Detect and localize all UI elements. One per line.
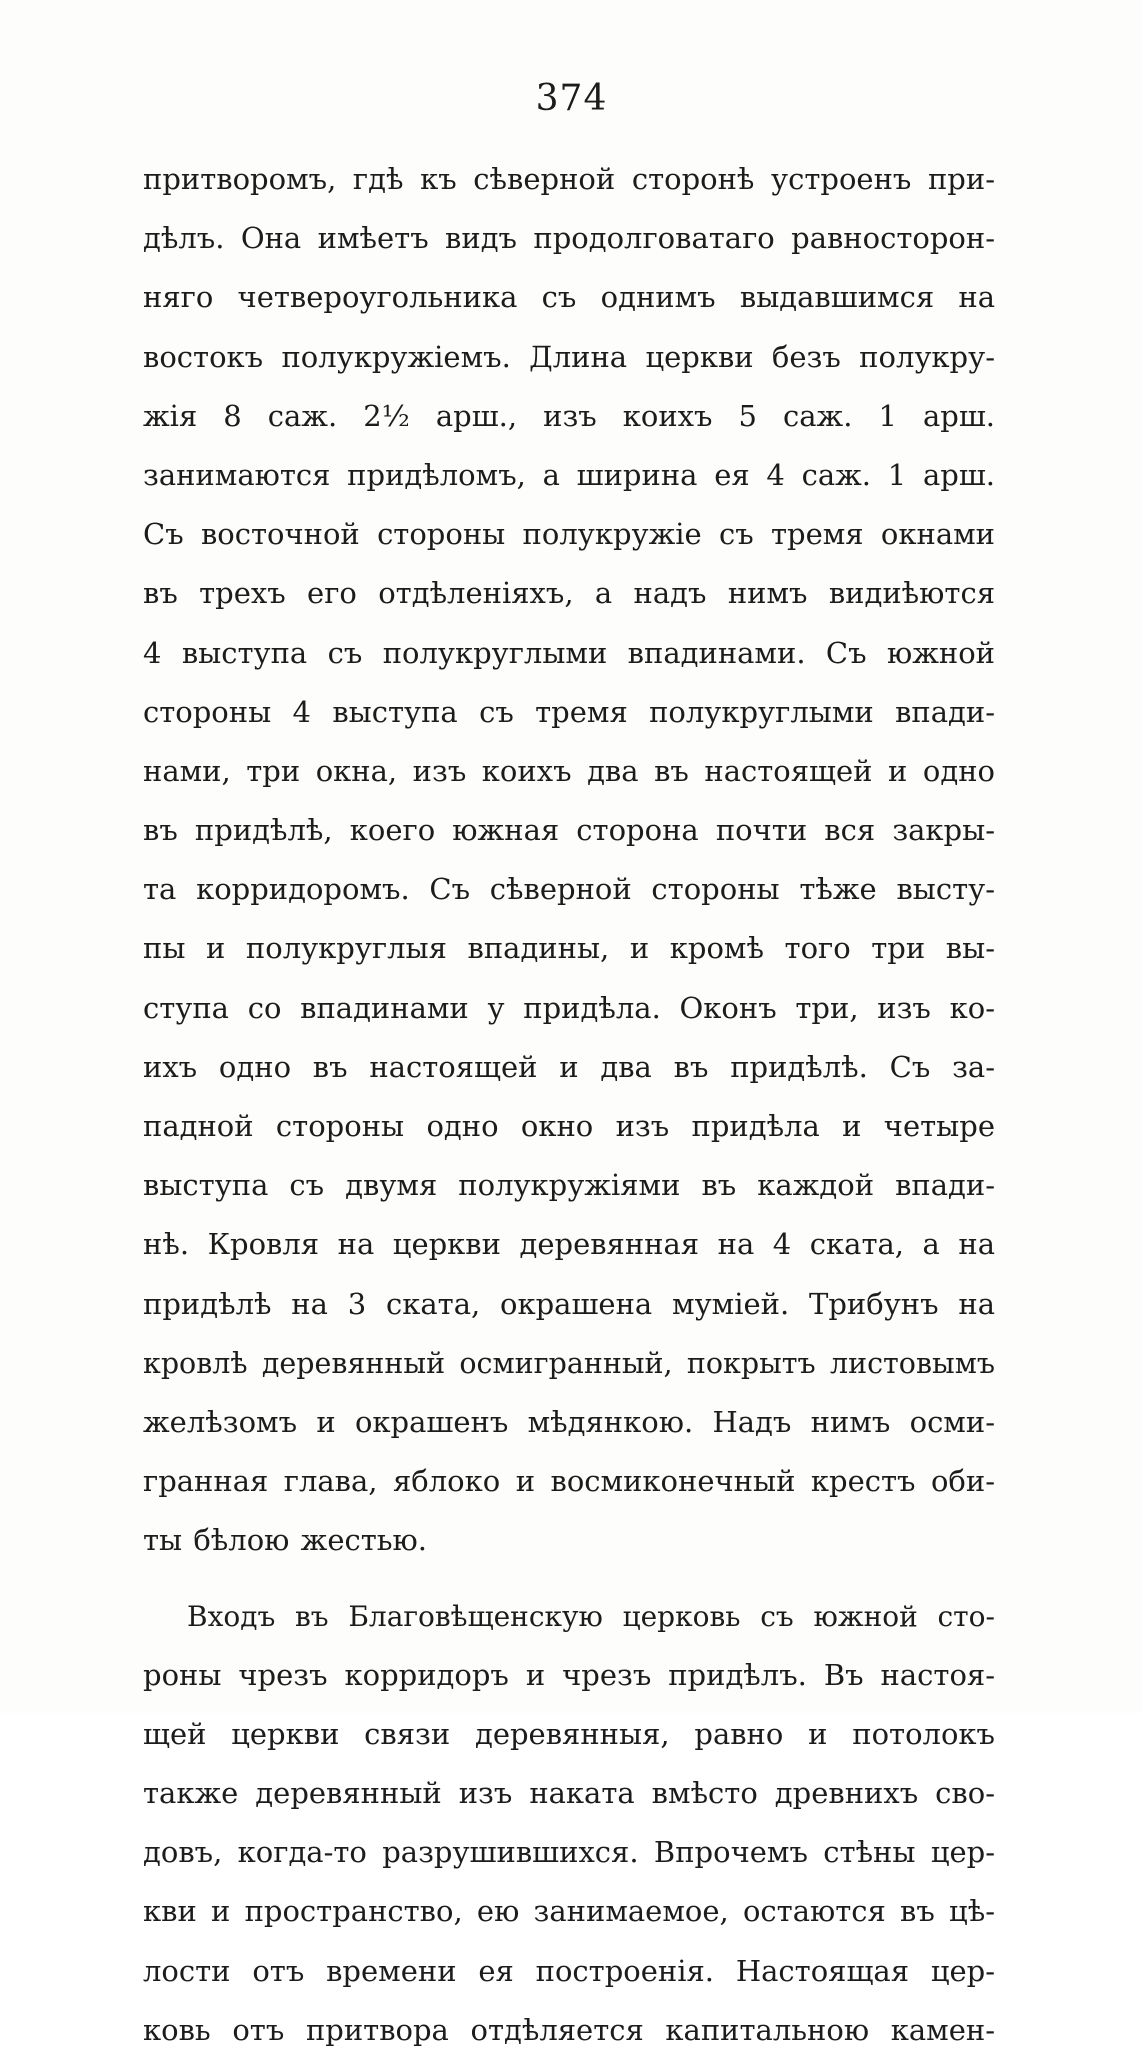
text-line: падной стороны одно окно изъ придѣла и четыре xyxy=(143,1097,995,1156)
text-body xyxy=(143,150,995,2060)
text-line: 4 выступа съ полукруглыми впадинами. Съ южной xyxy=(143,624,995,683)
text-line: ступа со впадинами у придѣла. Оконъ три, изъ ко- xyxy=(143,979,995,1038)
paragraph-gap xyxy=(143,1571,995,1587)
text-line: кровлѣ деревянный осмигранный, покрытъ листовымъ xyxy=(143,1334,995,1393)
text-line: занимаются придѣломъ, а ширина ея 4 саж. 1 арш. xyxy=(143,446,995,505)
text-line: придѣлѣ на 3 ската, окрашена муміей. Трибунъ на xyxy=(143,1275,995,1334)
text-line: ты бѣлою жестью. xyxy=(143,1511,995,1570)
text-line: ковь отъ притвора отдѣляется капитальною камен- xyxy=(143,2001,995,2060)
text-line: востокъ полукружіемъ. Длина церкви безъ полукру- xyxy=(143,328,995,387)
text-line: ихъ одно въ настоящей и два въ придѣлѣ. Съ за- xyxy=(143,1038,995,1097)
text-line: та корридоромъ. Съ сѣверной стороны тѣже высту- xyxy=(143,860,995,919)
text-line: дѣлъ. Она имѣетъ видъ продолговатаго равносторон- xyxy=(143,209,995,268)
text-line: выступа съ двумя полукружіями въ каждой впади- xyxy=(143,1156,995,1215)
paragraph-1 xyxy=(143,150,995,1571)
page-number: 374 xyxy=(0,78,1143,119)
text-line: также деревянный изъ наката вмѣсто древнихъ сво- xyxy=(143,1764,995,1823)
text-line: кви и пространство, ею занимаемое, остаются въ цѣ- xyxy=(143,1882,995,1941)
text-line: гранная глава, яблоко и восмиконечный крестъ оби- xyxy=(143,1452,995,1511)
text-line: пы и полукруглыя впадины, и кромѣ того три вы- xyxy=(143,919,995,978)
paragraph-2 xyxy=(143,1587,995,2060)
text-line: желѣзомъ и окрашенъ мѣдянкою. Надъ нимъ осми- xyxy=(143,1393,995,1452)
text-line: лости отъ времени ея построенія. Настоящая цер- xyxy=(143,1942,995,2001)
text-line: нѣ. Кровля на церкви деревянная на 4 ската, а на xyxy=(143,1215,995,1274)
text-line: стороны 4 выступа съ тремя полукруглыми впади- xyxy=(143,683,995,742)
text-line: няго четвероугольника съ однимъ выдавшимся на xyxy=(143,268,995,327)
text-line: притворомъ, гдѣ къ сѣверной сторонѣ устроенъ при- xyxy=(143,150,995,209)
text-line: Съ восточной стороны полукружіе съ тремя окнами xyxy=(143,505,995,564)
text-line: щей церкви связи деревянныя, равно и потолокъ xyxy=(143,1705,995,1764)
text-line: жія 8 саж. 2½ арш., изъ коихъ 5 саж. 1 арш. xyxy=(143,387,995,446)
text-line: въ трехъ его отдѣленіяхъ, а надъ нимъ видиѣются xyxy=(143,564,995,623)
text-line: въ придѣлѣ, коего южная сторона почти вся закры- xyxy=(143,801,995,860)
text-line: Входъ въ Благовѣщенскую церковь съ южной сто- xyxy=(143,1587,995,1646)
text-line: довъ, когда-то разрушившихся. Впрочемъ стѣны цер- xyxy=(143,1823,995,1882)
text-line: нами, три окна, изъ коихъ два въ настоящей и одно xyxy=(143,742,995,801)
text-line: роны чрезъ корридоръ и чрезъ придѣлъ. Въ настоя- xyxy=(143,1646,995,1705)
